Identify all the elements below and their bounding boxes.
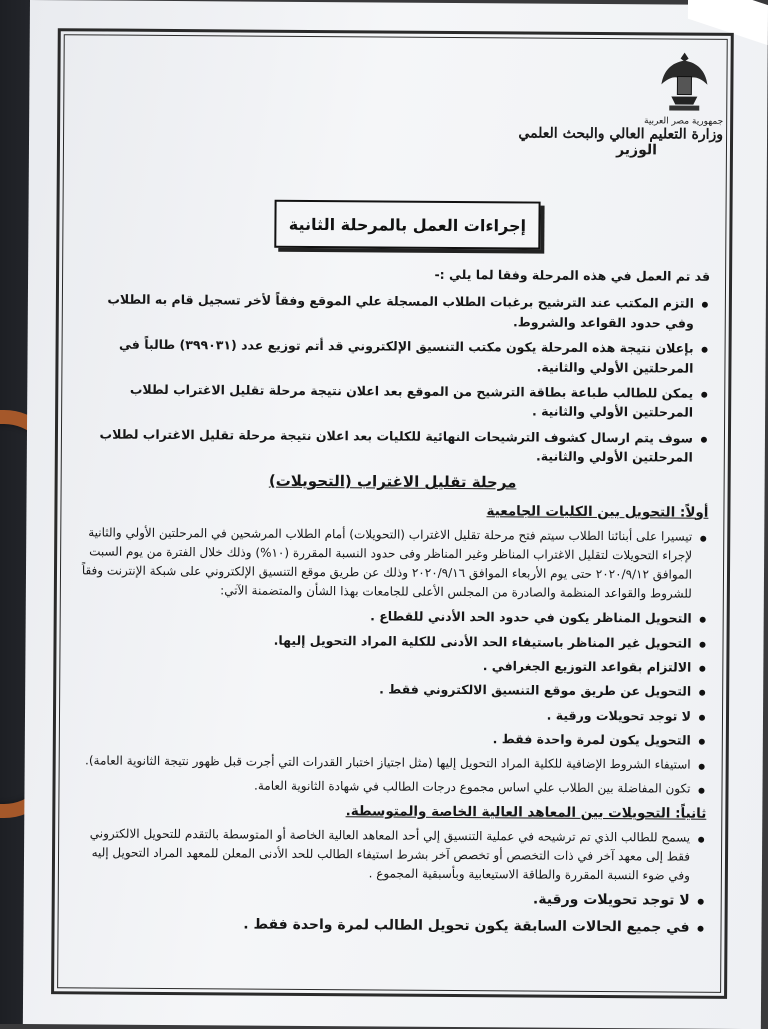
list-item: التحويل المناظر يكون في حدود الحد الأدني للقطاع . bbox=[76, 605, 708, 629]
section-two-heading: ثانياً: التحويلات بين المعاهد العالية الخاصة والمتوسطة. bbox=[345, 803, 707, 822]
list-item: التحويل يكون لمرة واحدة فقط . bbox=[75, 727, 707, 751]
list-item: يمكن للطالب طباعة بطاقة الترشيح من الموقع بعد اعلان نتيجة مرحلة تقليل الاغتراب لطلاب المرحلتين الأولي والثانية . bbox=[77, 379, 709, 422]
section-one-list bbox=[74, 523, 708, 799]
list-item: سوف يتم ارسال كشوف الترشيحات النهائية للكليات بعد اعلان نتيجة مرحلة تقليل الاغتراب لطلاب المرحلتين الأولي والثانية. bbox=[77, 424, 709, 467]
list-item: الالتزام بقواعد التوزيع الجغرافي . bbox=[75, 653, 707, 677]
office-label: الوزير bbox=[616, 142, 658, 159]
list-item: التحويل غير المناظر باستيفاء الحد الأدنى للكلية المراد التحويل إليها. bbox=[75, 629, 707, 653]
list-item: في جميع الحالات السابقة يكون تحويل الطالب لمرة واحدة فقط . bbox=[73, 913, 705, 939]
list-item: التحويل عن طريق موقع التنسيق الالكتروني فقط . bbox=[75, 678, 707, 702]
list-item: لا توجد تحويلات ورقية . bbox=[75, 702, 707, 726]
list-item: لا توجد تحويلات ورقية. bbox=[74, 887, 706, 913]
intro-line: قد تم العمل في هذه المرحلة وفقا لما يلي :- bbox=[434, 266, 711, 284]
list-item: يسمح للطالب الذي تم ترشيحه في عملية التنسيق إلي أحد المعاهد العالية الخاصة أو المتوسطة بالتقدم للتحويل الالكتروني فقط إلى معهد آخر في ذات التخصص أو تخصص آخر بشرط استيفاء الطالب للحد الأدنى المعلن للمعهد المراد التحويل إليه وفي ضوء النسبة المقررة والطاقة الاستيعابية وبأسبقية المجموع . bbox=[74, 824, 706, 886]
document-title: إجراءات العمل بالمرحلة الثانية bbox=[274, 200, 540, 250]
eagle-emblem-icon bbox=[659, 50, 709, 112]
transfers-title: مرحلة تقليل الاغتراب (التحويلات) bbox=[268, 472, 517, 492]
document-body bbox=[73, 262, 710, 944]
section-two-list bbox=[73, 824, 706, 939]
list-item: تيسيرا على أبنائنا الطلاب سيتم فتح مرحلة تقليل الاغتراب (التحويلات) أمام الطلاب المرشحين في المرحلتين الأولي والثانية لإجراء التحويلات لتقليل الاغتراب المناظر وغير المناظر وفى حدود النسبة المقررة (١٠%) وذلك خلال الفترة من يوم السبت الموافق ٢٠٢٠/٩/١٢ حتى يوم الأربعاء الموافق ٢٠٢٠/٩/١٦ وذلك عن طريق موقع التنسيق الإلكتروني على شبكة الإنترنت وفقاً للشروط والقواعد المنظمة والصادرة من المجلس الأعلى للجامعات بهذا الشأن والمتضمنة الآتي: bbox=[76, 523, 709, 604]
list-item: التزم المكتب عند الترشيح برغبات الطلاب المسجلة علي الموقع وفقاً لأخر تسجيل قام به الطلاب وفي حدود القواعد والشروط. bbox=[78, 290, 710, 333]
list-item: استيفاء الشروط الإضافية للكلية المراد التحويل إليها (مثل اجتياز اختبار القدرات التي أجرت قبل ظهور نتيجة الثانوية العامة). bbox=[75, 751, 707, 775]
document-page bbox=[23, 0, 768, 1029]
ministry-header bbox=[513, 115, 723, 158]
list-item: تكون المفاضلة بين الطلاب علي اساس مجموع درجات الطالب في شهادة الثانوية العامة. bbox=[74, 775, 706, 799]
list-item: بإعلان نتيجة هذه المرحلة يكون مكتب التنسيق الإلكتروني قد أتم توزيع عدد (٣٩٩٠٣١) طالباً في المرحلتين الأولي والثانية. bbox=[77, 334, 709, 377]
country-name: جمهورية مصر العربية bbox=[643, 116, 724, 127]
phase-list bbox=[77, 290, 710, 467]
ministry-name: وزارة التعليم العالي والبحث العلمي bbox=[518, 125, 724, 143]
section-one-heading: أولاً: التحويل بين الكليات الجامعية bbox=[486, 502, 709, 521]
